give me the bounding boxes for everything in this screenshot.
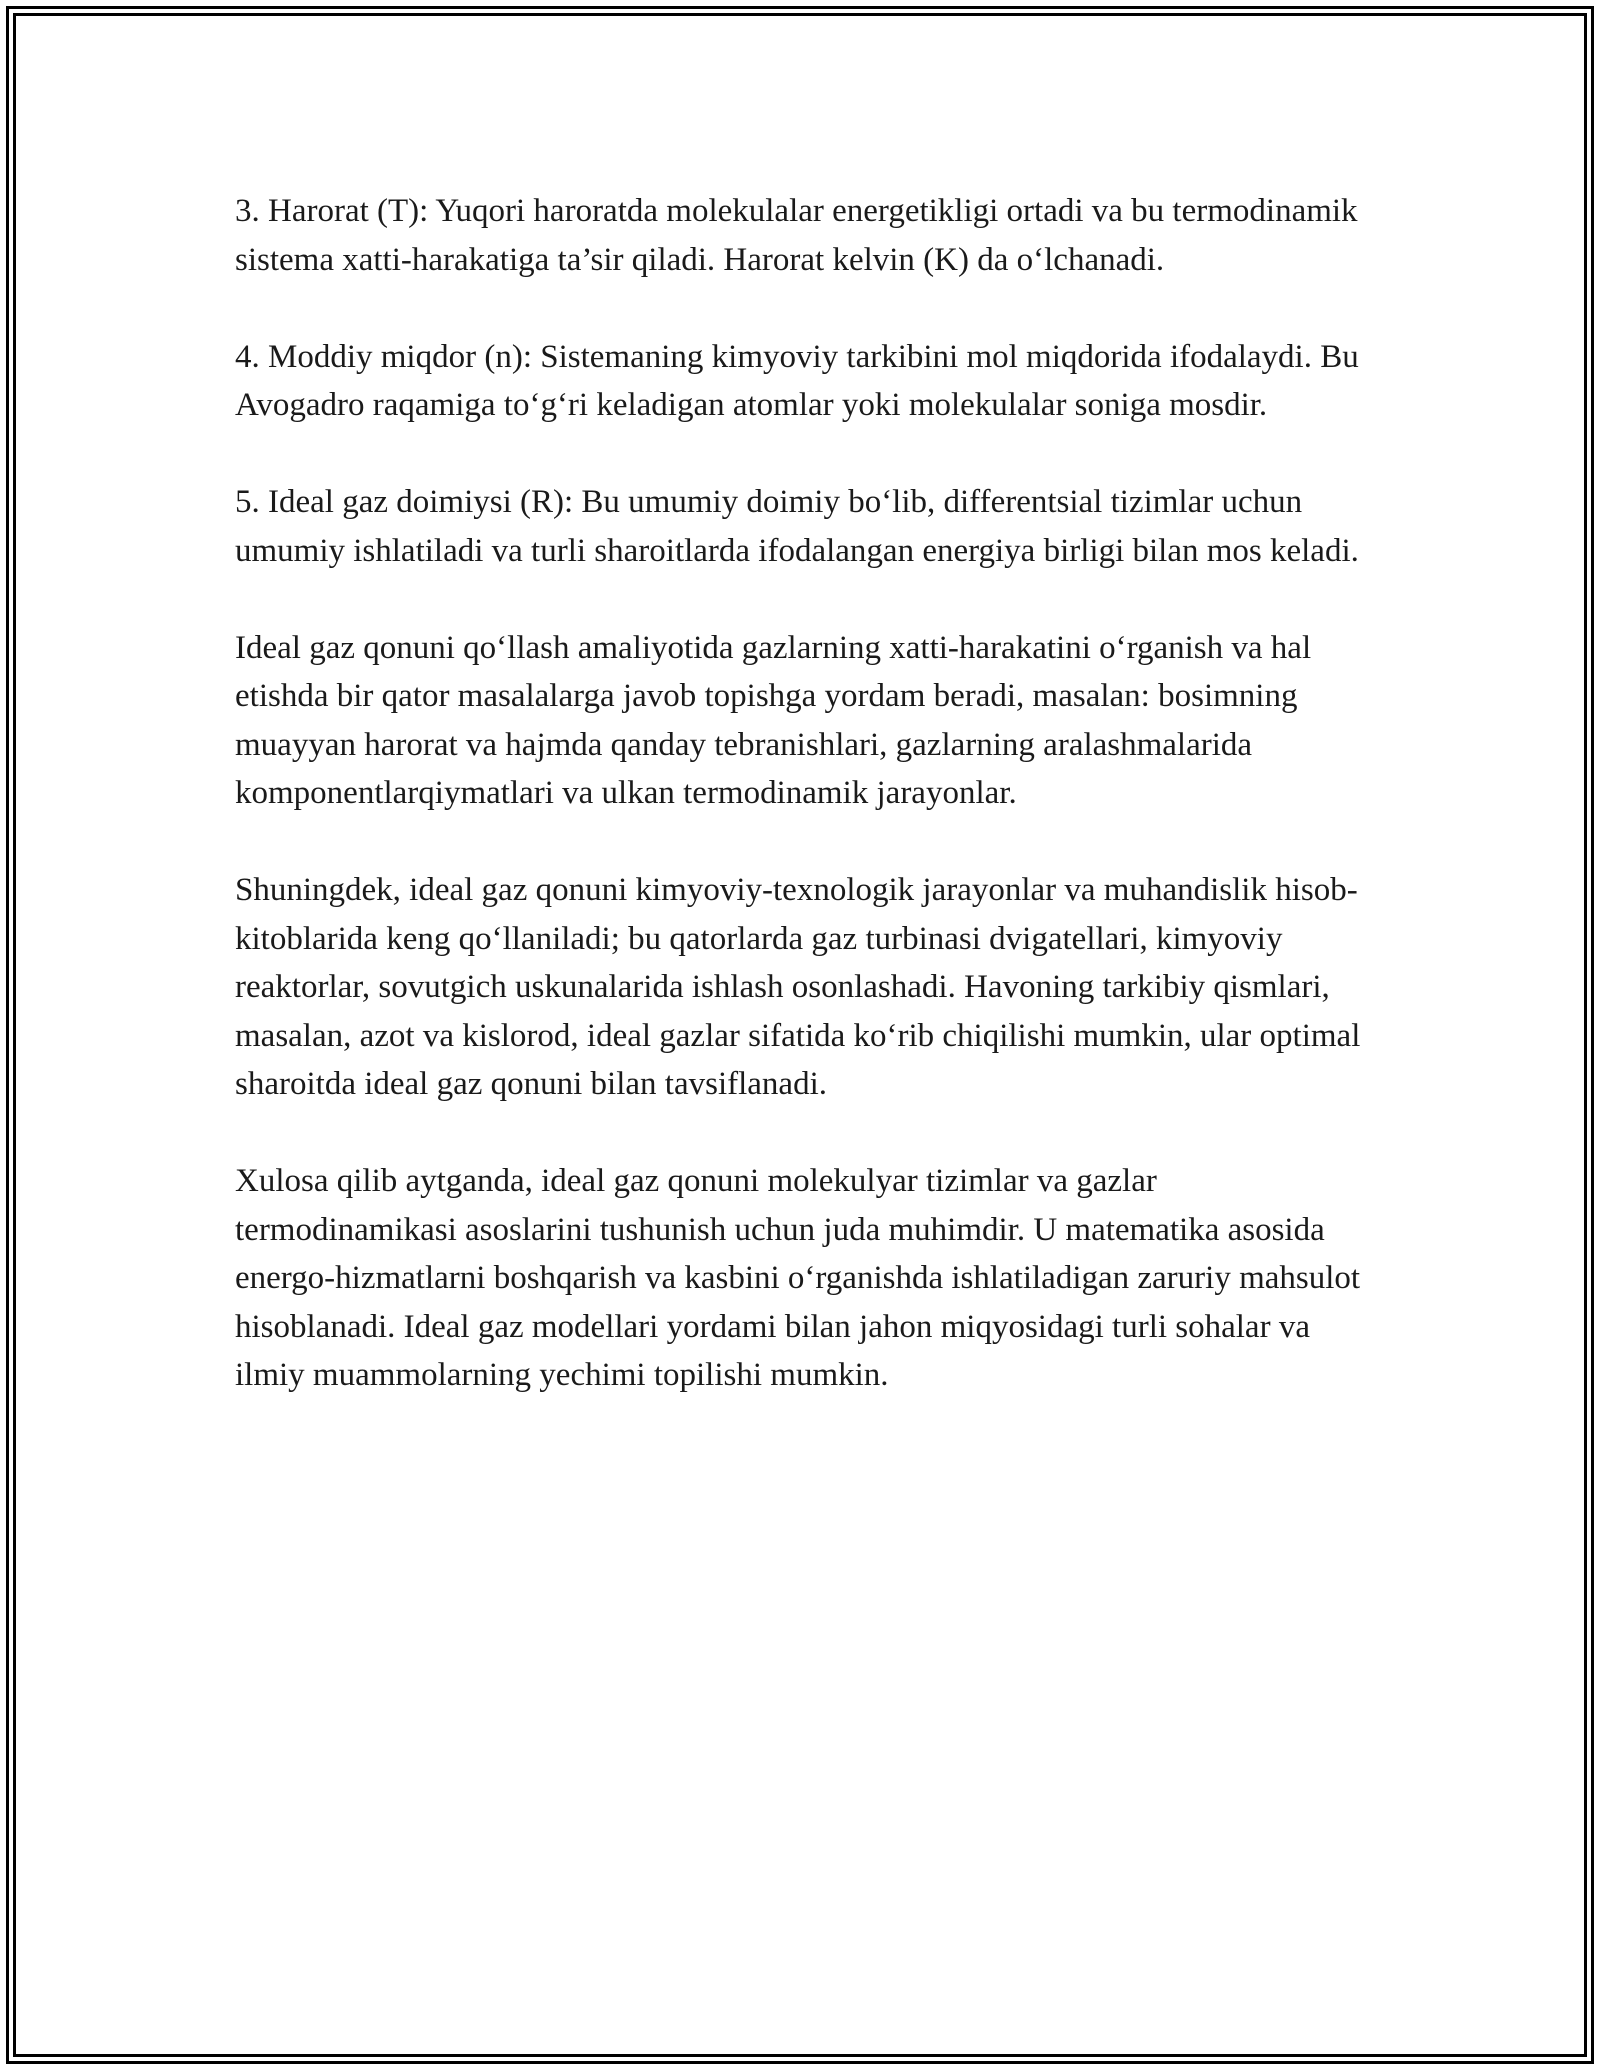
paragraph-applications: Ideal gaz qonuni qo‘llash amaliyotida gazlarning xatti-harakatini o‘rganish va hal etishda bir qator masalalarga javob topishga yordam beradi, masalan: bosimning muayyan harorat va hajmda qanday tebranishlari, gazlarning aralashmalarida komponentlarqiymatlari va ulkan termodinamik jarayonlar.	[235, 629, 1312, 811]
paragraph-engineering-use: Shuningdek, ideal gaz qonuni kimyoviy-texnologik jarayonlar va muhandislik hisob-kitoblarida keng qo‘llaniladi; bu qatorlarda gaz turbinasi dvigatellari, kimyoviy reaktorlar, sovutgich uskunalarida ishlash osonlashadi. Havoning tarkibiy qismlari, masalan, azot va kislorod, ideal gazlar sifatida ko‘rib chiqilishi mumkin, ular optimal sharoitda ideal gaz qonuni bilan tavsiflanadi.	[235, 872, 1361, 1102]
paragraph-amount-of-substance: 4. Moddiy miqdor (n): Sistemaning kimyoviy tarkibini mol miqdorida ifodalaydi. Bu Avogadro raqamiga to‘g‘ri keladigan atomlar yoki molekulalar soniga mosdir.	[235, 338, 1359, 423]
paragraph-temperature: 3. Harorat (T): Yuqori haroratda molekulalar energetikligi ortadi va bu termodinamik sistema xatti-harakatiga ta’sir qiladi. Harorat kelvin (K) da o‘lchanadi.	[235, 193, 1358, 278]
document-body	[235, 187, 1375, 1448]
paragraph-conclusion: Xulosa qilib aytganda, ideal gaz qonuni molekulyar tizimlar va gazlar termodinamikasi asoslarini tushunish uchun juda muhimdir. U matematika asosida energo-hizmatlarni boshqarish va kasbini o‘rganishda ishlatiladigan zaruriy mahsulot hisoblanadi. Ideal gaz modellari yordami bilan jahon miqyosidagi turli sohalar va ilmiy muammolarning yechimi topilishi mumkin.	[235, 1163, 1361, 1393]
paragraph-gas-constant: 5. Ideal gaz doimiysi (R): Bu umumiy doimiy bo‘lib, differentsial tizimlar uchun umumiy ishlatiladi va turli sharoitlarda ifodalangan energiya birligi bilan mos keladi.	[235, 484, 1359, 569]
